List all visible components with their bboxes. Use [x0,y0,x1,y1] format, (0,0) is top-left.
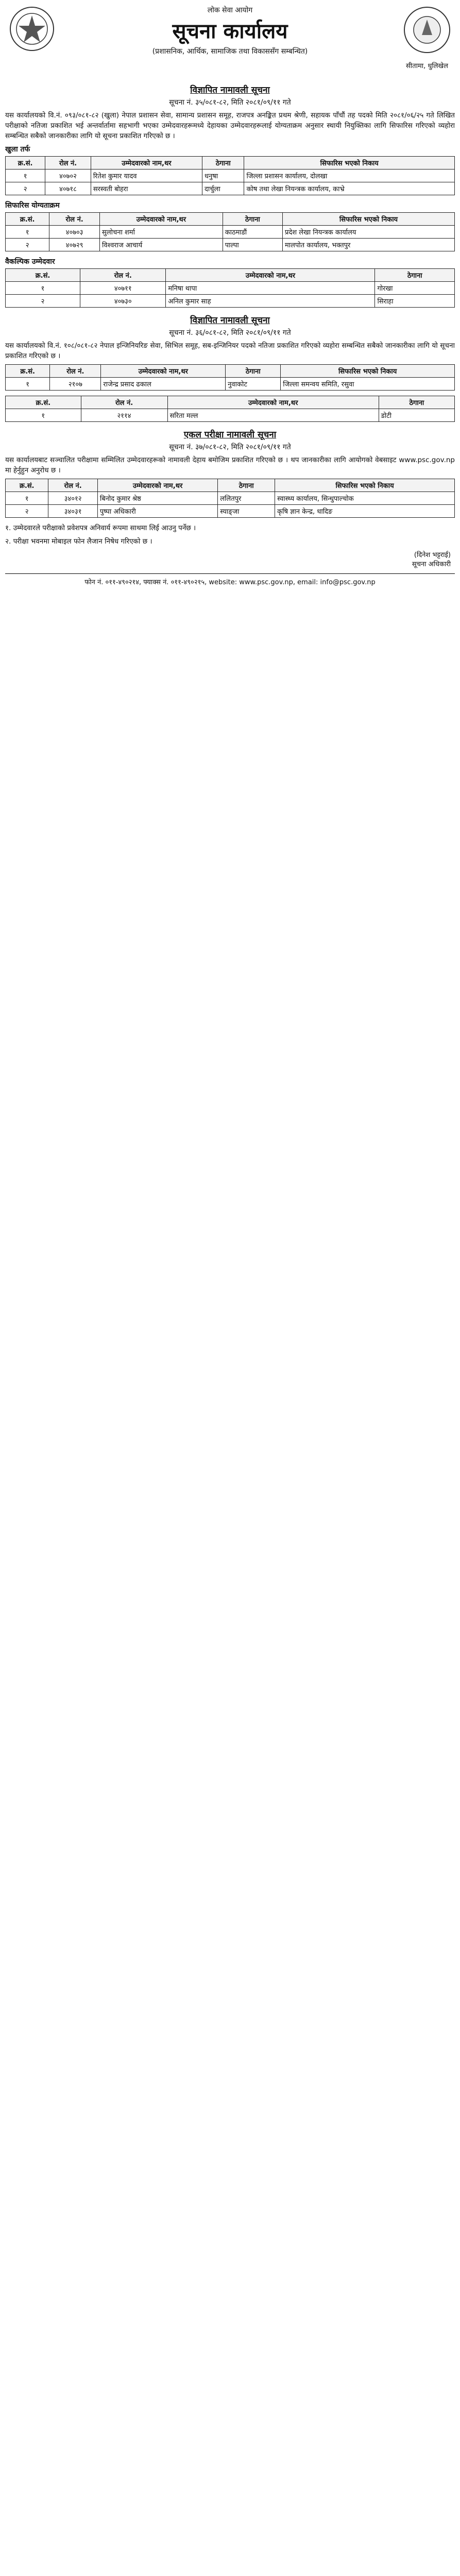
result-table-alternate [5,268,455,308]
table-cell: ४०७०३ [49,226,100,239]
column-header: क्र.सं. [6,213,49,226]
result-table-section2 [5,364,455,391]
table-row [6,282,455,295]
column-header: उम्मेदवारको नाम,थर [167,396,379,409]
column-header: क्र.सं. [6,479,48,492]
table-cell: दार्चुला [202,182,244,195]
table-row [6,182,455,195]
table-cell: जिल्ला समन्वय समिति, रसुवा [281,378,455,391]
table-row [6,226,455,239]
column-header: रोल नं. [80,269,166,282]
column-header: ठेगाना [223,213,282,226]
notice-number: सूचना नं. ३७/०८१-८२, मिति २०८१/०९/११ गते [169,443,291,451]
table-cell: ४०७०२ [45,170,91,182]
header-title: सूचना कार्यालय [172,19,288,43]
section-title: एकल परीक्षा नामावली सूचना [183,430,277,440]
table-cell: कृषि ज्ञान केन्द्र, धादिङ [275,505,455,518]
column-header: क्र.सं. [6,157,45,170]
column-header: क्र.सं. [6,269,80,282]
table-row [6,295,455,308]
notice-section-3 [5,428,455,547]
notice-section-2 [5,314,455,422]
column-header: रोल नं. [45,157,91,170]
alternate-table-section2 [5,396,455,422]
column-header: उम्मेदवारको नाम,थर [100,213,223,226]
logo-caption: सीतामा, धुलिखेल [406,62,448,70]
table-cell: विश्वराज आचार्य [100,239,223,251]
table-cell: १ [6,378,50,391]
table-row [6,409,455,422]
table-cell: २ [6,505,48,518]
table-cell: १ [6,492,48,505]
table-cell: ३४०१२ [48,492,98,505]
table-cell: ४०७३० [80,295,166,308]
table-cell: बिनोद कुमार श्रेष्ठ [97,492,217,505]
table-cell: १ [6,409,81,422]
table-cell: रितेश कुमार यादव [91,170,202,182]
table-cell: ४०७२९ [49,239,100,251]
table-row [6,492,455,505]
result-table-open [5,156,455,195]
column-header: क्र.सं. [6,365,50,378]
column-header: रोल नं. [50,365,101,378]
notice-section-1 [5,83,455,308]
table-cell: नुवाकोट [226,378,281,391]
table-cell: ३४०३१ [48,505,98,518]
nepal-emblem-icon [8,5,56,53]
result-table-recommended [5,212,455,251]
table-cell: २ [6,239,49,251]
column-header: उम्मेदवारको नाम,थर [91,157,202,170]
table-cell: काठमाडौं [223,226,282,239]
notice-paragraph: यस कार्यालयको वि.नं. ०९३/०८१-८२ (खुला) नेपाल प्रशासन सेवा, सामान्य प्रशासन समूह, राजपत्र अनङ्कित प्रथम श्रेणी, सहायक पाँचौं तह पदको मिति २०८१/०६/२५ गते लिखित परीक्षाको नतिजा प्रकाशित भई अन्तर्वार्तामा सहभागी भएका उम्मेदवारहरूमध्ये देहायका उम्मेदवारहरूलाई योग्यताक्रम अनुसार स्थायी नियुक्तिका लागि सिफारिस गरिएको व्यहोरा सम्बन्धित सबैको जानकारीका लागि यो सूचना प्रकाशित गरिएको छ । [5,111,455,140]
group-label-recommended: सिफारिस योग्यताक्रम [5,201,60,210]
column-header: रोल नं. [48,479,98,492]
table-cell: पुष्पा अधिकारी [97,505,217,518]
signature-block: (दिनेश भट्टराई) सूचना अधिकारी [412,551,451,568]
notice-number: सूचना नं. ३५/०८१-८२, मिति २०८१/०९/११ गते [169,98,291,107]
notice-paragraph: यस कार्यालयको वि.नं. १०८/०८१-८२ नेपाल इन्जिनियरिङ सेवा, सिभिल समूह, सब-इन्जिनियर पदको नतिजा प्रकाशित गरिएको व्यहोरा सम्बन्धित सबैको जानकारीका लागि यो सूचना प्रकाशित गरिएको छ । [5,342,455,360]
table-cell: मनिषा थापा [166,282,375,295]
table-cell: २ [6,295,80,308]
table-row [6,505,455,518]
table-cell: स्वास्थ्य कार्यालय, सिन्धुपाल्चोक [275,492,455,505]
table-cell: प्रदेश लेखा नियन्त्रक कार्यालय [283,226,455,239]
table-cell: सुलोचना शर्मा [100,226,223,239]
table-cell: कोष तथा लेखा नियन्त्रक कार्यालय, काभ्रे [244,182,455,195]
group-label-alternate: वैकल्पिक उम्मेदवार [5,258,55,266]
page-footer: फोन नं. ०११-४९०२१४, फ्याक्स नं. ०११-४९०२१५, website: www.psc.gov.np, email: info@psc.gov.np [5,573,455,586]
table-row [6,239,455,251]
column-header: रोल नं. [49,213,100,226]
table-row [6,378,455,391]
column-header: उम्मेदवारको नाम,थर [166,269,375,282]
table-cell: २ [6,182,45,195]
psc-logo-icon [402,4,452,61]
section-title: विज्ञापित नामावली सूचना [190,315,270,326]
column-header: ठेगाना [202,157,244,170]
table-row [6,170,455,182]
table-cell: राजेन्द्र प्रसाद ढकाल [101,378,226,391]
table-cell: ललितपुर [218,492,275,505]
table-cell: डोटी [379,409,454,422]
table-cell: धनुषा [202,170,244,182]
section-title: विज्ञापित नामावली सूचना [190,85,270,95]
table-cell: गोरखा [375,282,455,295]
table-cell: अनिल कुमार साह [166,295,375,308]
header-subtitle: लोक सेवा आयोग [207,6,253,14]
table-cell: ४०७११ [80,282,166,295]
table-cell: सरिता मल्ल [167,409,379,422]
table-cell: १ [6,226,49,239]
table-cell: ४०७१८ [45,182,91,195]
page-header [5,0,455,77]
column-header: उम्मेदवारको नाम,थर [97,479,217,492]
result-table-section3 [5,479,455,518]
column-header: ठेगाना [379,396,454,409]
column-header: सिफारिस भएको निकाय [244,157,455,170]
header-description: (प्रशासनिक, आर्थिक, सामाजिक तथा विकाससँग सम्बन्धित) [152,47,308,56]
note-2: २. परीक्षा भवनमा मोबाइल फोन लैजान निषेध गरिएको छ । [5,537,152,546]
column-header: सिफारिस भएको निकाय [281,365,455,378]
note-1: १. उम्मेदवारले परीक्षाको प्रवेशपत्र अनिवार्य रूपमा साथमा लिई आउनु पर्नेछ । [5,524,196,532]
table-cell: पाल्पा [223,239,282,251]
column-header: क्र.सं. [6,396,81,409]
notice-number: सूचना नं. ३६/०८१-८२, मिति २०८१/०९/११ गते [169,329,291,337]
column-header: ठेगाना [226,365,281,378]
table-cell: १ [6,170,45,182]
column-header: सिफारिस भएको निकाय [275,479,455,492]
table-cell: २११४ [81,409,167,422]
table-cell: मालपोत कार्यालय, भक्तपुर [283,239,455,251]
table-cell: जिल्ला प्रशासन कार्यालय, दोलखा [244,170,455,182]
table-cell: सरस्वती बोहरा [91,182,202,195]
column-header: सिफारिस भएको निकाय [283,213,455,226]
column-header: ठेगाना [375,269,455,282]
notice-page [5,0,455,2576]
notice-paragraph: यस कार्यालयबाट सञ्चालित परीक्षामा सम्मिलित उम्मेदवारहरूको नामावली देहाय बमोजिम प्रकाशित गरिएको छ । थप जानकारीका लागि आयोगको वेबसाइट www.psc.gov.np मा हेर्नुहुन अनुरोध छ । [5,456,455,474]
column-header: उम्मेदवारको नाम,थर [101,365,226,378]
table-cell: स्याङ्जा [218,505,275,518]
table-cell: १ [6,282,80,295]
column-header: ठेगाना [218,479,275,492]
group-label-open: खुला तर्फ [5,145,30,154]
table-cell: २१०७ [50,378,101,391]
column-header: रोल नं. [81,396,167,409]
table-cell: सिराहा [375,295,455,308]
